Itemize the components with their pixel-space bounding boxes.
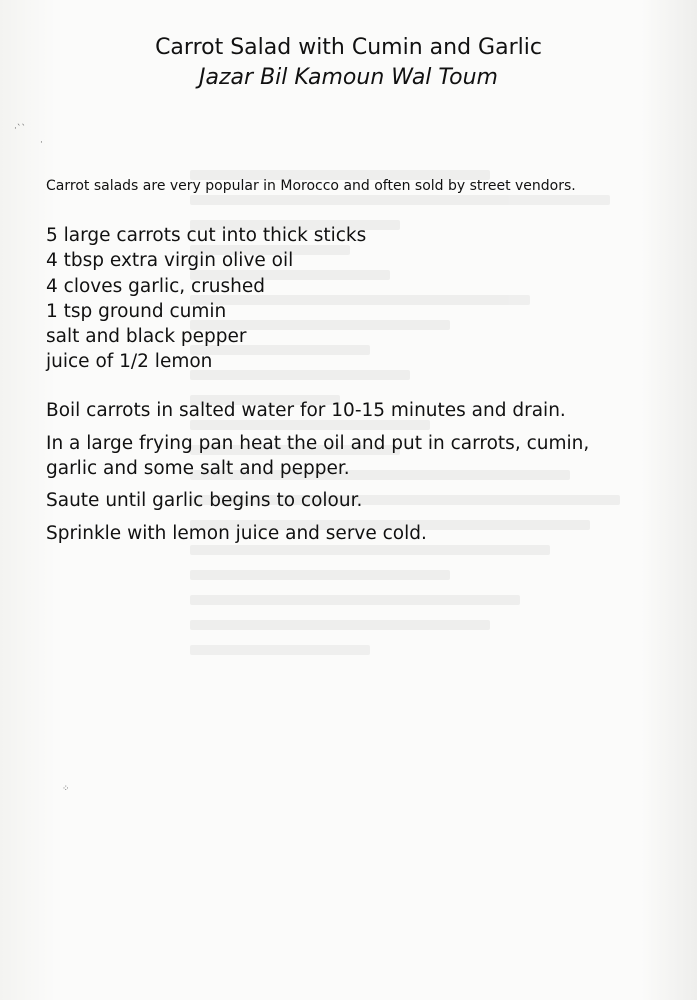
recipe-title: Carrot Salad with Cumin and Garlic (155, 35, 542, 60)
ingredient-item: 4 cloves garlic, crushed (46, 275, 266, 297)
scan-speck: ·ˋ` (14, 124, 26, 134)
method-step: Sprinkle with lemon juice and serve cold. (46, 522, 427, 544)
method-step: Boil carrots in salted water for 10-15 minutes and drain. (46, 400, 566, 421)
scan-speck: ⁘ (62, 784, 70, 794)
method-steps (46, 398, 686, 553)
ingredient-item: salt and black pepper (46, 326, 247, 348)
ingredient-list (46, 223, 646, 375)
recipe-intro: Carrot salads are very popular in Morocco and often sold by street vendors. (46, 178, 576, 194)
method-step: In a large frying pan heat the oil and put in carrots, cumin, garlic and some salt and pepper. (46, 432, 590, 479)
recipe-subtitle: Jazar Bil Kamoun Wal Toum (199, 65, 498, 90)
ingredient-item: juice of 1/2 lemon (46, 351, 213, 373)
scan-speck: · (40, 138, 43, 148)
method-step: Saute until garlic begins to colour. (46, 490, 363, 511)
ingredient-item: 4 tbsp extra virgin olive oil (46, 250, 294, 272)
ingredient-item: 1 tsp ground cumin (46, 300, 227, 322)
ingredient-item: 5 large carrots cut into thick sticks (46, 225, 367, 246)
